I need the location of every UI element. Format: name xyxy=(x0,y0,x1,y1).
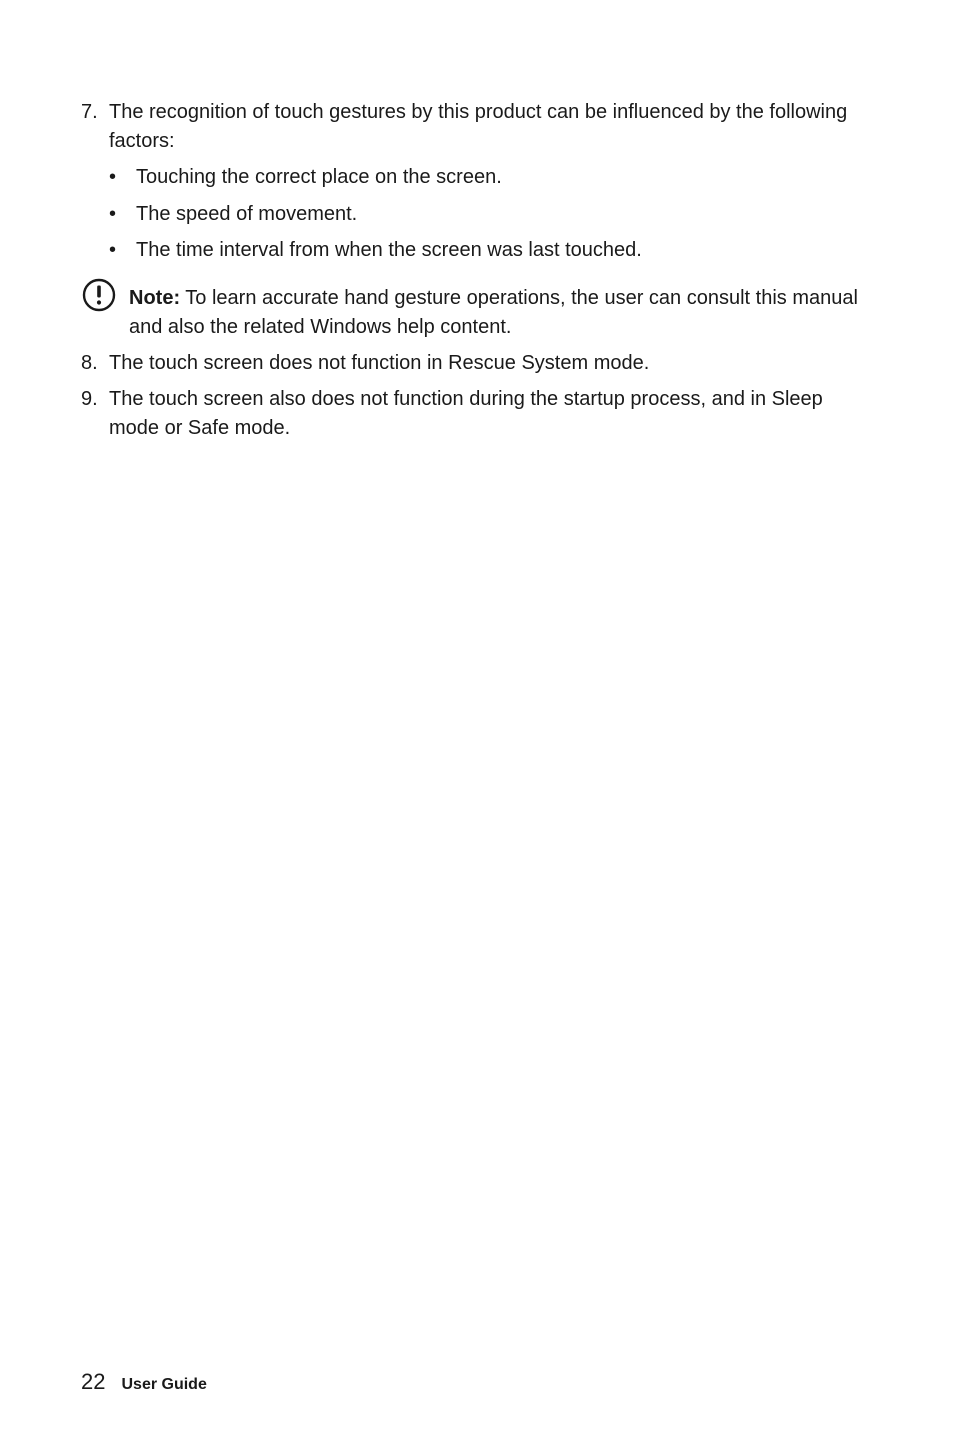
note-body xyxy=(129,284,861,342)
note-block xyxy=(81,284,861,342)
bullet-item-1 xyxy=(109,163,849,192)
bullet-text: Touching the correct place on the screen. xyxy=(136,166,502,188)
list-item-number: 7. xyxy=(81,101,98,123)
page-footer xyxy=(81,1367,207,1397)
note-label: Note: xyxy=(129,287,181,309)
list-item-number: 9. xyxy=(81,388,98,410)
bullet-symbol: • xyxy=(109,239,117,261)
bullet-symbol: • xyxy=(109,203,117,225)
list-item-number: 8. xyxy=(81,352,98,374)
list-item-text: The recognition of touch gestures by this product can be influenced by the following factors: xyxy=(109,101,848,152)
attention-icon xyxy=(82,278,116,312)
bullet-symbol: • xyxy=(109,166,117,188)
bullet-text: The time interval from when the screen was last touched. xyxy=(136,239,642,261)
bullet-item-3 xyxy=(109,236,849,265)
note-text: To learn accurate hand gesture operations, the user can consult this manual and also the related Windows help content. xyxy=(129,287,858,338)
page-number: 22 xyxy=(81,1369,106,1394)
list-item-text: The touch screen does not function in Rescue System mode. xyxy=(109,352,650,374)
list-item-text: The touch screen also does not function during the startup process, and in Sleep mode or Safe mode. xyxy=(109,388,823,439)
list-item-9 xyxy=(81,385,851,443)
footer-title: User Guide xyxy=(121,1376,207,1393)
list-item-8 xyxy=(81,349,851,378)
bullet-text: The speed of movement. xyxy=(136,203,358,225)
list-item-7 xyxy=(81,98,851,156)
bullet-item-2 xyxy=(109,200,849,229)
